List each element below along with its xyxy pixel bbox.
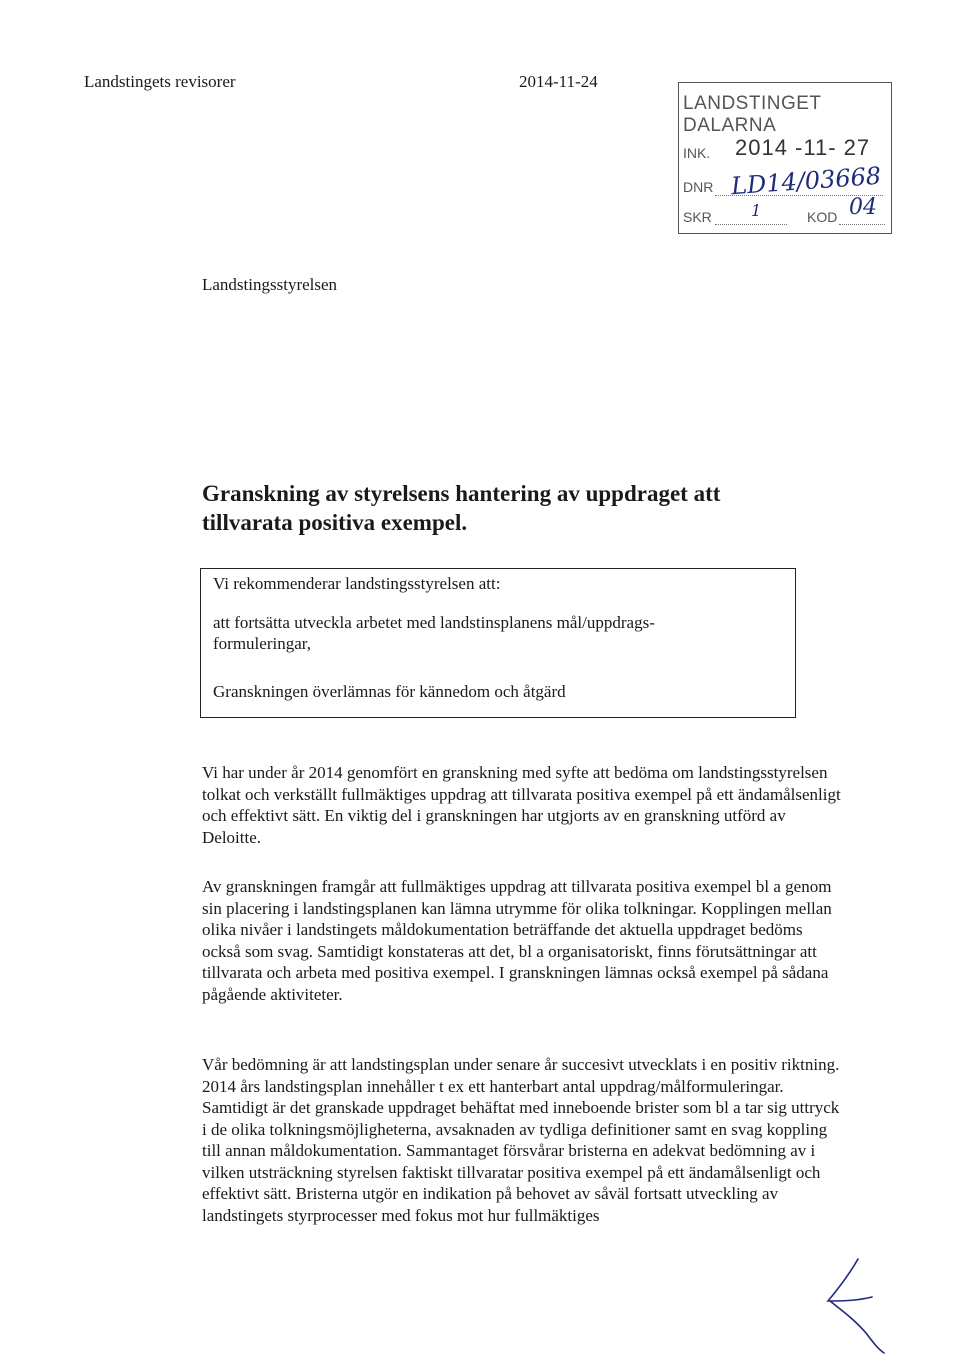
recommendation-box bbox=[200, 568, 796, 718]
stamp-dnr-label: DNR bbox=[683, 179, 714, 195]
stamp-skr-value: 1 bbox=[751, 201, 762, 220]
letter-date: 2014-11-24 bbox=[519, 72, 598, 91]
stamp-dnr-value: LD14/03668 bbox=[730, 161, 882, 201]
letter-header bbox=[84, 72, 644, 98]
stamp-skr-line bbox=[715, 224, 787, 225]
stamp-kod-line bbox=[839, 224, 885, 225]
stamp-received-date: 2014 -11- 27 bbox=[735, 135, 871, 160]
body-paragraph: Vår bedömning är att landstingsplan under senare år succesivt utvecklats i en positiv riktning. 2014 års landstingsplan innehåller t ex ett hanterbart antal uppdrag/målformuleringar. Samtidigt är det granskade uppdraget behäftat med inneboende brister som bl a tar sig uttryck i de olika tolkningsmöjligheterna, avsaknaden av tydliga definitioner samt en svag koppling till annan måldokumentation. Sammantaget försvårar bristerna en adekvat bedömning av i vilken utsträckning styrelsen faktiskt tillvaratar positiva exempel på ett ändamålsenligt och effektivt sätt. Bristerna utgör en indikation på behovet av såväl fortsatt utveckling av landstingets styrprocesser med fokus mot hur fullmäktiges bbox=[202, 1055, 840, 1225]
recommendation-item-line-2: formuleringar, bbox=[213, 634, 311, 653]
stamp-kod-value: 04 bbox=[849, 195, 877, 220]
document-title: Granskning av styrelsens hantering av uppdraget att tillvarata positiva exempel. bbox=[202, 481, 721, 535]
recommendation-item-line-1: att fortsätta utveckla arbetet med landstinsplanens mål/uppdrags- bbox=[213, 613, 655, 632]
received-stamp bbox=[678, 82, 892, 234]
initials-signature bbox=[810, 1255, 900, 1355]
stamp-ink-label: INK. bbox=[683, 145, 711, 161]
stamp-kod-label: KOD bbox=[807, 209, 838, 225]
body-paragraph: Av granskningen framgår att fullmäktiges uppdrag att tillvarata positiva exempel bl a genom sin placering i landstingsplanen kan lämna utrymme för olika tolkningar. Kopplingen mellan olika nivåer i landstingets måldokumentation beträffande det aktuella uppdraget bedöms också som svag. Samtidigt konstateras att det, bl a organisatoriskt, finns förutsättningar att tillvarata och arbeta med positiva exempel. I granskningen lämnas också exempel på sådana pågående aktiviteter. bbox=[202, 877, 832, 1004]
recipient: Landstingsstyrelsen bbox=[202, 275, 338, 294]
stamp-skr-label: SKR bbox=[683, 209, 712, 225]
recommendation-intro: Vi rekommenderar landstingsstyrelsen att: bbox=[213, 574, 501, 593]
recommendation-action: Granskningen överlämnas för kännedom och åtgärd bbox=[213, 682, 566, 701]
stamp-title: LANDSTINGET DALARNA bbox=[683, 93, 822, 136]
body-paragraph: Vi har under år 2014 genomfört en granskning med syfte att bedöma om landstingsstyrelsen tolkat och verkställt fullmäktiges uppdrag att tillvarata positiva exempel på ett ändamålsenligt och effektivt sätt. En viktig del i granskningen har utgjorts av en granskning utförd av Deloitte. bbox=[202, 763, 841, 847]
sender-name: Landstingets revisorer bbox=[84, 72, 236, 91]
